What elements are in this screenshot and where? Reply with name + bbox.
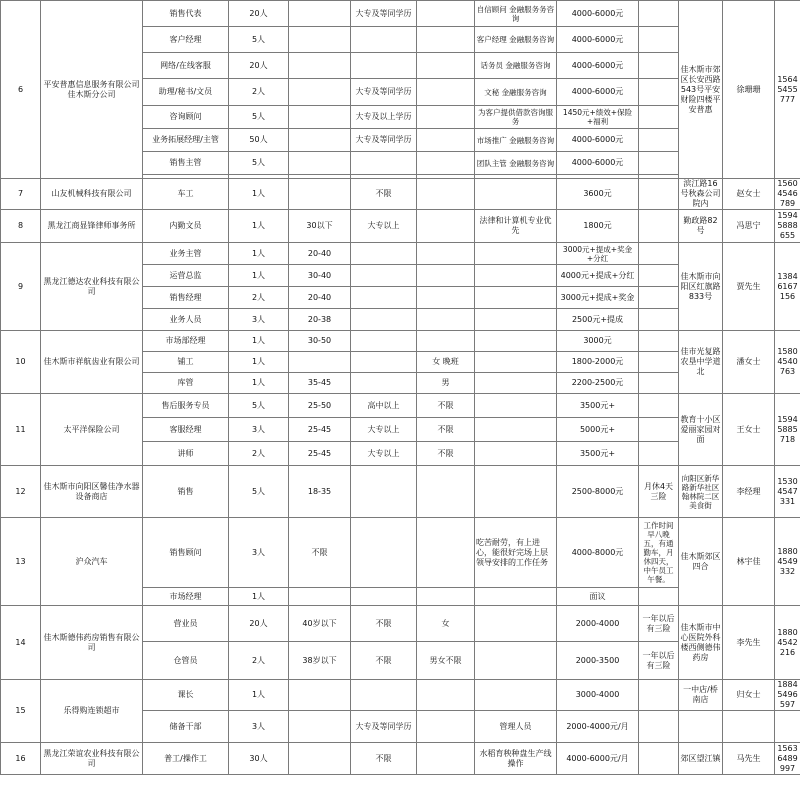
table-cell xyxy=(639,352,679,373)
table-cell xyxy=(639,680,679,711)
table-cell: 15304547331 xyxy=(775,466,800,518)
table-cell: 王女士 xyxy=(723,394,775,466)
table-cell: 20-40 xyxy=(289,287,351,309)
table-cell: 4000-8000元 xyxy=(557,518,639,588)
table-cell xyxy=(639,129,679,152)
table-cell: 一年以后有三险 xyxy=(639,606,679,642)
table-cell: 话务员 金融服务咨询 xyxy=(475,53,557,79)
table-cell: 6 xyxy=(1,1,41,179)
table-cell: 不限 xyxy=(417,394,475,418)
table-cell xyxy=(639,743,679,775)
table-cell: 1人 xyxy=(229,179,289,210)
table-cell: 平安普惠信息服务有限公司佳木斯分公司 xyxy=(41,1,143,179)
table-cell: 1800元 xyxy=(557,210,639,243)
table-cell: 工作时间早八晚五，有通勤车，月休四天，中午员工午餐。 xyxy=(639,518,679,588)
table-cell: 销售顾问 xyxy=(143,518,229,588)
table-cell xyxy=(289,711,351,743)
table-cell xyxy=(351,331,417,352)
table-cell xyxy=(475,179,557,210)
table-cell: 大专以上 xyxy=(351,210,417,243)
table-cell: 佳木斯郊区四合 xyxy=(679,518,723,606)
table-cell: 15604546789 xyxy=(775,179,800,210)
table-cell: 沪众汽车 xyxy=(41,518,143,606)
table-cell xyxy=(417,680,475,711)
table-cell: 3000-4000 xyxy=(557,680,639,711)
table-cell: 30人 xyxy=(229,743,289,775)
table-cell: 3人 xyxy=(229,518,289,588)
table-cell: 16 xyxy=(1,743,41,775)
table-cell xyxy=(289,53,351,79)
table-cell: 30以下 xyxy=(289,210,351,243)
table-cell: 30-40 xyxy=(289,265,351,287)
table-cell: 2人 xyxy=(229,287,289,309)
table-cell xyxy=(351,27,417,53)
table-cell: 客户经理 金融服务咨询 xyxy=(475,27,557,53)
table-cell: 大专及等同学历 xyxy=(351,129,417,152)
table-cell: 业务主管 xyxy=(143,243,229,265)
table-row xyxy=(1,179,800,210)
table-cell: 销售代表 xyxy=(143,1,229,27)
table-cell xyxy=(417,1,475,27)
table-cell: 15945885718 xyxy=(775,394,800,466)
table-cell: 男女不限 xyxy=(417,642,475,680)
table-cell: 18804542216 xyxy=(775,606,800,680)
table-cell xyxy=(417,179,475,210)
table-cell: 3500元+ xyxy=(557,394,639,418)
table-cell: 滨江路16号秋森公司院内 xyxy=(680,179,721,208)
table-cell: 18804549332 xyxy=(775,518,800,606)
table-cell: 2000-4000元/月 xyxy=(557,711,639,743)
table-cell xyxy=(639,1,679,27)
table-cell: 不限 xyxy=(351,179,417,210)
table-cell xyxy=(289,79,351,106)
table-cell: 3000元 xyxy=(557,331,639,352)
table-cell xyxy=(289,152,351,175)
table-cell: 网络/在线客服 xyxy=(143,53,229,79)
table-cell: 水稻育秧种盘生产线操作 xyxy=(475,743,557,775)
table-cell: 20-40 xyxy=(289,243,351,265)
table-cell: 讲师 xyxy=(143,442,229,466)
table-cell xyxy=(289,588,351,606)
table-cell: 13846167156 xyxy=(775,243,800,331)
table-cell: 团队主管 金融服务咨询 xyxy=(475,152,557,175)
table-cell: 3人 xyxy=(229,711,289,743)
table-cell: 月休4天三险 xyxy=(639,466,679,518)
table-cell xyxy=(417,518,475,588)
table-cell: 冯思宁 xyxy=(723,210,775,243)
table-cell: 15645455777 xyxy=(775,1,800,179)
table-cell: 20人 xyxy=(229,53,289,79)
table-cell: 普工/操作工 xyxy=(143,743,229,775)
table-cell: 运营总监 xyxy=(143,265,229,287)
table-cell: 14 xyxy=(1,606,41,680)
table-cell: 佳木斯市郊区长安西路543号平安财险四楼平安普惠 xyxy=(679,1,723,179)
table-cell xyxy=(475,466,557,518)
table-cell: 大专及等同学历 xyxy=(351,79,417,106)
table-cell: 35-45 xyxy=(289,373,351,394)
table-cell: 不限 xyxy=(351,743,417,775)
table-cell xyxy=(639,287,679,309)
table-cell xyxy=(475,606,557,642)
table-cell xyxy=(475,442,557,466)
table-cell: 20人 xyxy=(229,1,289,27)
table-cell: 不限 xyxy=(289,518,351,588)
table-cell: 5人 xyxy=(229,27,289,53)
table-cell: 4000元+提成+分红 xyxy=(557,265,639,287)
table-cell: 售后服务专员 xyxy=(143,394,229,418)
table-cell: 市场部经理 xyxy=(143,331,229,352)
table-cell: 贾先生 xyxy=(723,243,775,331)
table-cell: 市场经理 xyxy=(143,588,229,606)
table-cell: 3人 xyxy=(229,309,289,331)
table-cell: 1人 xyxy=(229,680,289,711)
table-cell: 1800-2000元 xyxy=(557,352,639,373)
table-row xyxy=(1,680,800,711)
table-cell: 助理/秘书/文员 xyxy=(143,79,229,106)
table-cell: 1人 xyxy=(229,265,289,287)
table-cell xyxy=(639,179,679,210)
table-cell: 大专以上 xyxy=(351,442,417,466)
table-cell xyxy=(639,588,679,606)
table-cell: 2500元+提成 xyxy=(557,309,639,331)
table-cell xyxy=(289,743,351,775)
table-cell: 11 xyxy=(1,394,41,466)
table-cell: 2人 xyxy=(229,79,289,106)
table-cell: 销售经理 xyxy=(143,287,229,309)
table-cell xyxy=(417,27,475,53)
table-cell xyxy=(289,179,351,210)
table-cell xyxy=(417,265,475,287)
table-cell xyxy=(775,711,800,743)
table-cell xyxy=(475,265,557,287)
table-cell: 40岁以下 xyxy=(289,606,351,642)
table-cell: 佳木斯市向阳区红旗路833号 xyxy=(679,243,723,331)
table-cell: 佳木斯市向阳区馨佳净水器设备商店 xyxy=(41,466,143,518)
table-cell xyxy=(475,418,557,442)
table-cell: 50人 xyxy=(229,129,289,152)
table-cell xyxy=(475,331,557,352)
table-cell: 库管 xyxy=(143,373,229,394)
table-cell: 3000元+提成+奖金+分红 xyxy=(557,243,639,265)
table-cell: 徐珊珊 xyxy=(723,1,775,179)
table-cell xyxy=(351,287,417,309)
table-cell: 佳市光复路农垦中学道北 xyxy=(679,331,723,394)
table-cell: 铺工 xyxy=(143,352,229,373)
table-cell: 5人 xyxy=(229,152,289,175)
table-cell: 吃苦耐劳，有上进心，能很好完场上层领导安排的工作任务 xyxy=(475,518,557,588)
table-cell xyxy=(723,711,775,743)
table-cell: 赵女士 xyxy=(723,179,775,210)
table-cell xyxy=(475,243,557,265)
table-cell xyxy=(639,210,679,243)
table-row xyxy=(1,518,800,588)
table-cell: 不限 xyxy=(417,418,475,442)
table-cell xyxy=(417,331,475,352)
table-cell xyxy=(639,711,679,743)
table-cell xyxy=(417,287,475,309)
table-row xyxy=(1,1,800,27)
table-cell xyxy=(351,243,417,265)
table-cell xyxy=(475,642,557,680)
table-cell: 内勤文员 xyxy=(143,210,229,243)
table-cell xyxy=(351,680,417,711)
table-cell: 乐得购连锁超市 xyxy=(41,680,143,743)
table-cell: 1人 xyxy=(229,352,289,373)
table-cell xyxy=(639,418,679,442)
table-cell: 4000-6000元 xyxy=(557,129,639,152)
table-cell: 客户经理 xyxy=(143,27,229,53)
table-cell xyxy=(639,394,679,418)
table-cell: 营业员 xyxy=(143,606,229,642)
table-cell: 山友机械科技有限公司 xyxy=(41,179,143,210)
table-cell: 大专及等同学历 xyxy=(351,1,417,27)
table-cell: 马先生 xyxy=(723,743,775,775)
table-cell: 20人 xyxy=(229,606,289,642)
table-cell xyxy=(289,129,351,152)
table-cell xyxy=(417,243,475,265)
table-cell: 文秘 金融服务咨询 xyxy=(475,79,557,106)
table-cell: 8 xyxy=(1,210,41,243)
table-cell: 2人 xyxy=(229,442,289,466)
table-cell xyxy=(475,588,557,606)
table-cell xyxy=(417,53,475,79)
table-cell: 车工 xyxy=(143,179,229,210)
table-cell: 1人 xyxy=(229,373,289,394)
table-cell: 黑龙江德达农业科技有限公司 xyxy=(41,243,143,331)
table-cell xyxy=(351,53,417,79)
table-cell: 不限 xyxy=(417,442,475,466)
table-row xyxy=(1,606,800,642)
table-cell: 12 xyxy=(1,466,41,518)
table-cell: 不限 xyxy=(351,642,417,680)
table-cell: 15 xyxy=(1,680,41,743)
table-cell: 女 晚班 xyxy=(417,352,475,373)
table-cell: 38岁以下 xyxy=(289,642,351,680)
table-cell: 3500元+ xyxy=(557,442,639,466)
table-cell xyxy=(417,711,475,743)
table-cell xyxy=(475,309,557,331)
table-cell: 5人 xyxy=(229,466,289,518)
table-cell: 5人 xyxy=(229,106,289,129)
table-cell xyxy=(639,243,679,265)
table-cell: 2000-4000 xyxy=(557,606,639,642)
table-cell: 咨询顾问 xyxy=(143,106,229,129)
table-cell xyxy=(475,680,557,711)
table-cell: 自信顾问 金融服务务咨询 xyxy=(475,1,557,27)
table-cell: 面议 xyxy=(557,588,639,606)
table-row xyxy=(1,743,800,775)
table-cell xyxy=(351,352,417,373)
table-row xyxy=(1,210,800,243)
table-cell: 不限 xyxy=(351,606,417,642)
table-cell xyxy=(475,394,557,418)
table-cell xyxy=(417,79,475,106)
table-cell xyxy=(289,27,351,53)
table-cell: 15804540763 xyxy=(775,331,800,394)
table-cell: 25-50 xyxy=(289,394,351,418)
table-cell: 郊区望江镇 xyxy=(679,743,723,775)
table-cell xyxy=(679,711,723,743)
table-cell xyxy=(639,331,679,352)
table-cell: 教育十小区爱丽家园对面 xyxy=(679,394,723,466)
table-cell: 归女士 xyxy=(723,680,775,711)
table-cell xyxy=(289,106,351,129)
table-cell: 黑龙江荣谊农业科技有限公司 xyxy=(41,743,143,775)
table-row xyxy=(1,331,800,352)
table-cell: 4000-6000元 xyxy=(557,152,639,175)
table-cell: 3人 xyxy=(229,418,289,442)
table-cell: 1人 xyxy=(229,243,289,265)
table-cell xyxy=(475,352,557,373)
table-cell: 李先生 xyxy=(723,606,775,680)
table-row xyxy=(1,243,800,265)
table-cell: 潘女士 xyxy=(723,331,775,394)
table-cell: 5人 xyxy=(229,394,289,418)
table-cell: 2500-8000元 xyxy=(557,466,639,518)
table-cell: 2200-2500元 xyxy=(557,373,639,394)
table-cell: 一中店/桥南店 xyxy=(679,680,723,711)
table-cell: 10 xyxy=(1,331,41,394)
table-cell xyxy=(289,1,351,27)
table-cell xyxy=(639,27,679,53)
table-cell: 3000元+提成+奖金 xyxy=(557,287,639,309)
table-cell: 2000-3500 xyxy=(557,642,639,680)
table-cell xyxy=(351,152,417,175)
table-cell: 13 xyxy=(1,518,41,606)
table-cell: 大专及等同学历 xyxy=(351,711,417,743)
table-cell xyxy=(417,743,475,775)
table-cell: 15945888655 xyxy=(775,210,800,243)
table-cell: 大专及以上学历 xyxy=(351,106,417,129)
table-cell xyxy=(639,265,679,287)
table-cell: 客服经理 xyxy=(143,418,229,442)
table-cell: 销售 xyxy=(143,466,229,518)
table-cell: 女 xyxy=(417,606,475,642)
table-cell: 太平洋保险公司 xyxy=(41,394,143,466)
table-cell: 勤政路82号 xyxy=(679,210,723,243)
table-cell: 向阳区新华路新华社区翰林院二区美食街 xyxy=(679,466,723,518)
table-row xyxy=(1,394,800,418)
table-cell xyxy=(351,518,417,588)
table-cell: 4000-6000元/月 xyxy=(557,743,639,775)
table-cell: 林宇佳 xyxy=(723,518,775,606)
table-cell: 市场推广 金融服务咨询 xyxy=(475,129,557,152)
table-cell xyxy=(417,106,475,129)
table-cell xyxy=(475,373,557,394)
table-cell xyxy=(417,129,475,152)
table-cell: 30-50 xyxy=(289,331,351,352)
table-cell xyxy=(417,210,475,243)
table-cell: 课长 xyxy=(143,680,229,711)
table-cell: 高中以上 xyxy=(351,394,417,418)
table-cell: 佳木斯市中心医院外科楼西侧德伟药房 xyxy=(679,606,723,680)
table-cell: 4000-6000元 xyxy=(557,1,639,27)
table-cell: 4000-6000元 xyxy=(557,27,639,53)
table-cell xyxy=(417,466,475,518)
table-cell xyxy=(351,588,417,606)
table-cell: 18-35 xyxy=(289,466,351,518)
table-cell: 佳木斯德伟药房销售有限公司 xyxy=(41,606,143,680)
table-cell xyxy=(351,466,417,518)
table-cell: 一年以后有三险 xyxy=(639,642,679,680)
table-cell xyxy=(417,309,475,331)
table-cell xyxy=(639,373,679,394)
table-cell: 1人 xyxy=(229,210,289,243)
table-cell xyxy=(475,287,557,309)
table-cell: 5000元+ xyxy=(557,418,639,442)
table-cell: 9 xyxy=(1,243,41,331)
table-cell: 销售主管 xyxy=(143,152,229,175)
table-cell: 25-45 xyxy=(289,442,351,466)
table-cell: 储备干部 xyxy=(143,711,229,743)
table-cell xyxy=(417,588,475,606)
table-cell: 法律和计算机专业优先 xyxy=(475,210,557,243)
table-cell: 1450元+绩效+保险+福利 xyxy=(557,106,639,129)
table-cell: 为客户提供借款咨询服务 xyxy=(475,106,557,129)
table-cell xyxy=(289,680,351,711)
table-cell: 大专以上 xyxy=(351,418,417,442)
table-cell xyxy=(639,106,679,129)
table-cell: 仓管员 xyxy=(143,642,229,680)
table-cell: 2人 xyxy=(229,642,289,680)
table-cell: 1人 xyxy=(229,588,289,606)
table-cell xyxy=(639,53,679,79)
table-cell: 男 xyxy=(417,373,475,394)
table-cell xyxy=(351,265,417,287)
table-cell: 李经理 xyxy=(723,466,775,518)
table-cell: 管理人员 xyxy=(475,711,557,743)
table-cell xyxy=(639,79,679,106)
table-cell: 4000-6000元 xyxy=(557,53,639,79)
table-body xyxy=(1,1,800,775)
table-cell: 3600元 xyxy=(557,179,639,210)
table-cell: 1人 xyxy=(229,331,289,352)
table-cell: 18845496597 xyxy=(775,680,800,711)
table-cell: 业务拓展经理/主管 xyxy=(143,129,229,152)
table-cell xyxy=(289,352,351,373)
table-cell xyxy=(639,152,679,175)
table-cell: 20-38 xyxy=(289,309,351,331)
table-cell: 黑龙江商显锋律师事务所 xyxy=(41,210,143,243)
table-cell: 15636489997 xyxy=(775,743,800,775)
table-cell: 业务人员 xyxy=(143,309,229,331)
table-cell xyxy=(639,309,679,331)
table-cell: 佳木斯市祥航齿业有限公司 xyxy=(41,331,143,394)
table-cell xyxy=(417,152,475,175)
table-row xyxy=(1,466,800,518)
table-cell: 4000-6000元 xyxy=(557,79,639,106)
table-cell xyxy=(639,442,679,466)
table-cell: 25-45 xyxy=(289,418,351,442)
table-cell xyxy=(351,373,417,394)
table-cell xyxy=(351,309,417,331)
table-cell: 7 xyxy=(1,179,41,210)
